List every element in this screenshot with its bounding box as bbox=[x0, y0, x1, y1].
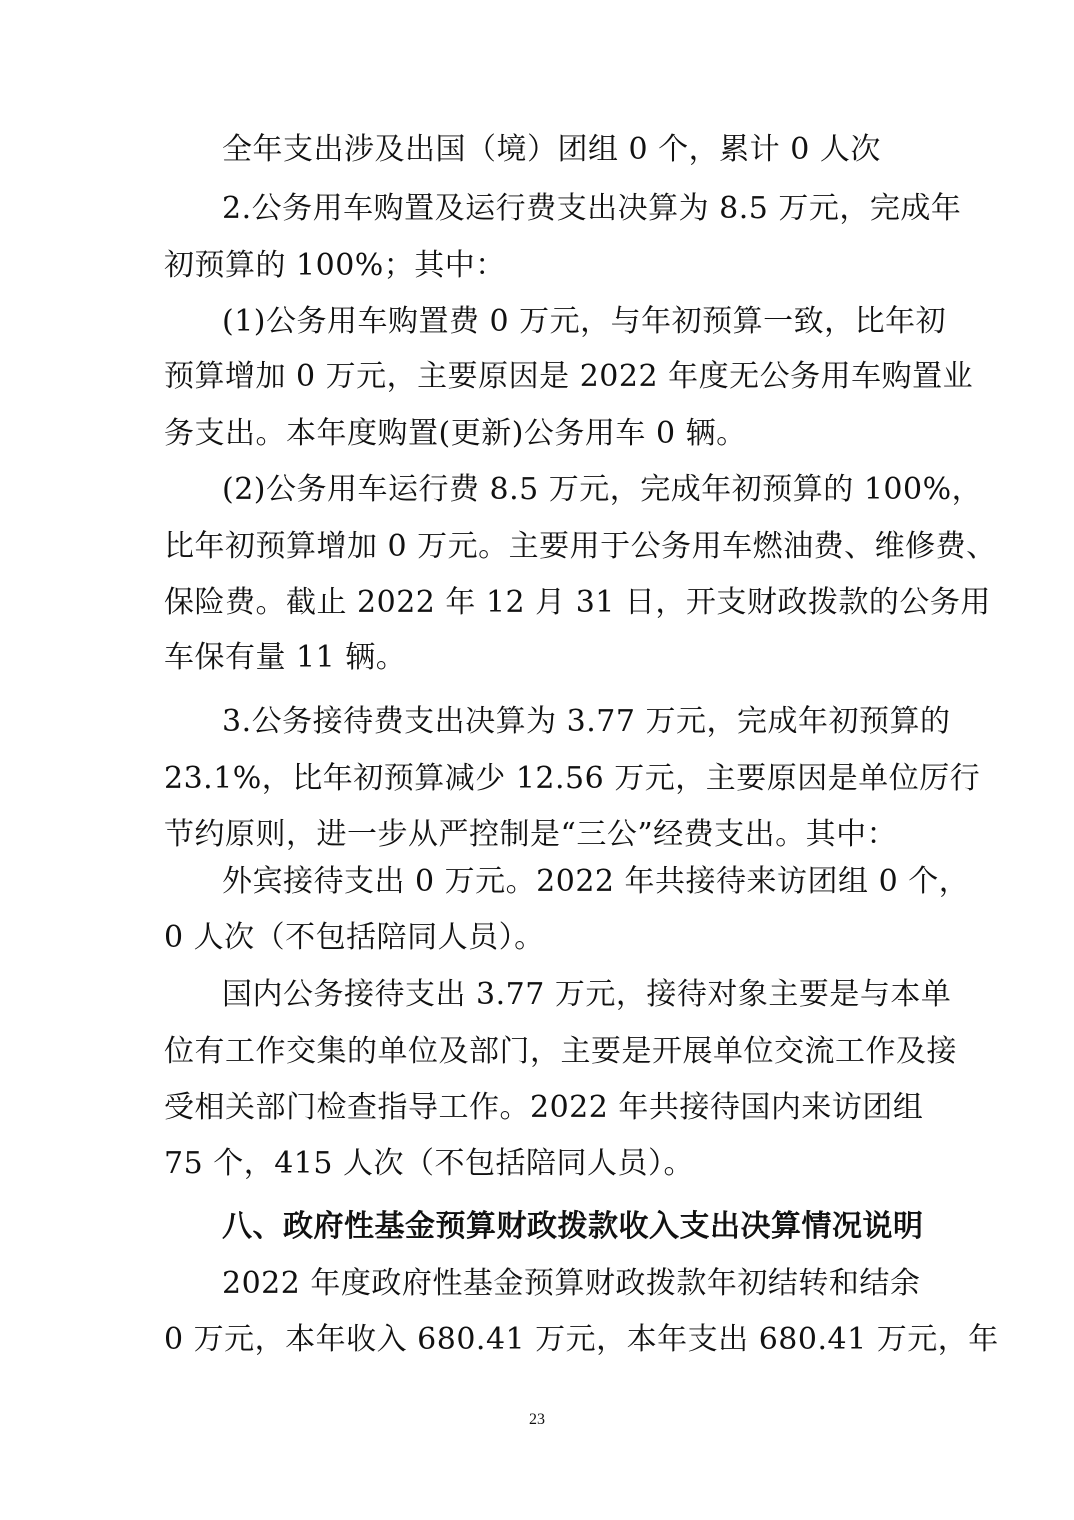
text-line: 预算增加 0 万元，主要原因是 2022 年度无公务用车购置业 bbox=[164, 359, 974, 394]
text-line: 保险费。截止 2022 年 12 月 31 日，开支财政拨款的公务用 bbox=[164, 585, 991, 620]
text-line: 2.公务用车购置及运行费支出决算为 8.5 万元，完成年 bbox=[222, 191, 962, 226]
text-line: 车保有量 11 辆。 bbox=[164, 640, 407, 675]
text-line: 国内公务接待支出 3.77 万元，接待对象主要是与本单 bbox=[222, 977, 952, 1012]
text-line: 2022 年度政府性基金预算财政拨款年初结转和结余 bbox=[222, 1266, 921, 1301]
text-line: (2)公务用车运行费 8.5 万元，完成年初预算的 100%， bbox=[222, 472, 983, 507]
text-line: 75 个，415 人次（不包括陪同人员）。 bbox=[164, 1146, 695, 1181]
text-line: 务支出。本年度购置(更新)公务用车 0 辆。 bbox=[164, 416, 747, 451]
text-line: 0 人次（不包括陪同人员）。 bbox=[164, 920, 545, 955]
page-number: 23 bbox=[529, 1411, 545, 1428]
text-line: 位有工作交集的单位及部门，主要是开展单位交流工作及接 bbox=[164, 1034, 957, 1069]
text-line: 受相关部门检查指导工作。2022 年共接待国内来访团组 bbox=[164, 1090, 924, 1125]
text-line: (1)公务用车购置费 0 万元，与年初预算一致，比年初 bbox=[222, 304, 947, 339]
text-line: 节约原则，进一步从严控制是“三公”经费支出。其中： bbox=[164, 817, 898, 852]
text-line: 3.公务接待费支出决算为 3.77 万元，完成年初预算的 bbox=[222, 704, 951, 739]
text-line: 比年初预算增加 0 万元。主要用于公务用车燃油费、维修费、 bbox=[164, 529, 997, 564]
text-line: 初预算的 100%；其中： bbox=[164, 248, 506, 283]
section-heading: 八、政府性基金预算财政拨款收入支出决算情况说明 bbox=[222, 1209, 924, 1244]
text-line: 0 万元，本年收入 680.41 万元，本年支出 680.41 万元，年 bbox=[164, 1322, 999, 1357]
text-line: 23.1%，比年初预算减少 12.56 万元，主要原因是单位厉行 bbox=[164, 761, 981, 796]
text-line: 外宾接待支出 0 万元。2022 年共接待来访团组 0 个， bbox=[222, 864, 970, 899]
text-line: 全年支出涉及出国（境）团组 0 个，累计 0 人次 bbox=[222, 132, 881, 167]
